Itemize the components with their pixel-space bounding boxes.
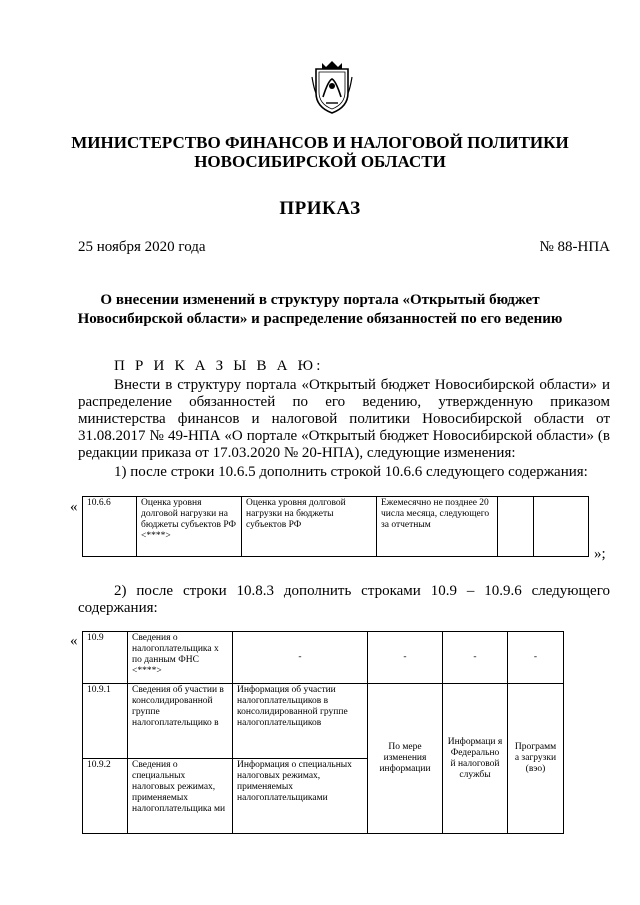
table-row <box>83 684 564 759</box>
table-cell-empty <box>534 497 589 557</box>
document-type: ПРИКАЗ <box>279 198 361 219</box>
order-word: П Р И К А З Ы В А Ю: <box>114 358 324 374</box>
table-row <box>83 497 589 557</box>
subject-line-2: Новосибирской области» и распределение обязанностей по его ведению <box>77 311 563 327</box>
table-cell-name: Сведения о налогоплательщика х по данным ФНС <****> <box>128 632 233 684</box>
table-cell-period: По мере изменения информации <box>368 684 443 834</box>
table-cell-content: Информация об участии налогоплательщиков в консолидированной группе налогоплательщиков <box>233 684 368 759</box>
document-subject <box>0 291 640 329</box>
table-cell-method: Программ а загрузки (вэо) <box>508 684 564 834</box>
table-cell-name: Оценка уровня долговой нагрузки на бюджеты субъектов РФ <****> <box>137 497 242 557</box>
table-cell-content: Информация о специальных налоговых режимах, применяемых налогоплательщиками <box>233 759 368 834</box>
open-quote-2: « <box>70 633 78 649</box>
document-date: 25 ноября 2020 года <box>78 239 206 255</box>
table-cell-num: 10.9.2 <box>83 759 128 834</box>
ministry-line-2: НОВОСИБИРСКОЙ ОБЛАСТИ <box>194 152 446 171</box>
open-quote-1: « <box>70 499 78 515</box>
table-row <box>83 632 564 684</box>
table-cell-num: 10.9.1 <box>83 684 128 759</box>
table-cell-num: 10.9 <box>83 632 128 684</box>
table-cell-content: Оценка уровня долговой нагрузки на бюджеты субъектов РФ <box>242 497 377 557</box>
table-2 <box>82 631 564 834</box>
ministry-name <box>0 133 640 171</box>
item-1: 1) после строки 10.6.5 дополнить строкой 10.6.6 следующего содержания: <box>114 464 588 480</box>
table-cell-content: - <box>233 632 368 684</box>
table-cell-empty <box>498 497 534 557</box>
table-cell-num: 10.6.6 <box>83 497 137 557</box>
table-cell-source: - <box>443 632 508 684</box>
document-number: № 88-НПА <box>539 239 610 255</box>
item-2: 2) после строки 10.8.3 дополнить строками 10.9 – 10.9.6 следующего содержания: <box>78 583 610 616</box>
paragraph-1: Внести в структуру портала «Открытый бюджет Новосибирской области» и распределение обязанностей по его ведению, утвержденную приказом министерства финансов и налоговой политики Новосибирской области от 31.08.2017 № 49-НПА «О портале «Открытый бюджет Новосибирской области» (в редакции приказа от 17.03.2020 № 20-НПА), следующие изменения: <box>78 377 610 461</box>
subject-line-1: О внесении изменений в структуру портала «Открытый бюджет <box>100 292 540 308</box>
table-cell-period: Ежемесячно не позднее 20 числа месяца, следующего за отчетным <box>377 497 498 557</box>
table-cell-source: Информаци я Федерально й налоговой службы <box>443 684 508 834</box>
coat-of-arms-icon <box>310 59 354 115</box>
table-cell-period: - <box>368 632 443 684</box>
close-quote-1: »; <box>594 546 606 562</box>
table-cell-method: - <box>508 632 564 684</box>
ministry-line-1: МИНИСТЕРСТВО ФИНАНСОВ И НАЛОГОВОЙ ПОЛИТИКИ <box>71 133 569 152</box>
table-1 <box>82 496 589 557</box>
table-cell-name: Сведения о специальных налоговых режимах, применяемых налогоплательщика ми <box>128 759 233 834</box>
table-cell-name: Сведения об участии в консолидированной группе налогоплательщико в <box>128 684 233 759</box>
